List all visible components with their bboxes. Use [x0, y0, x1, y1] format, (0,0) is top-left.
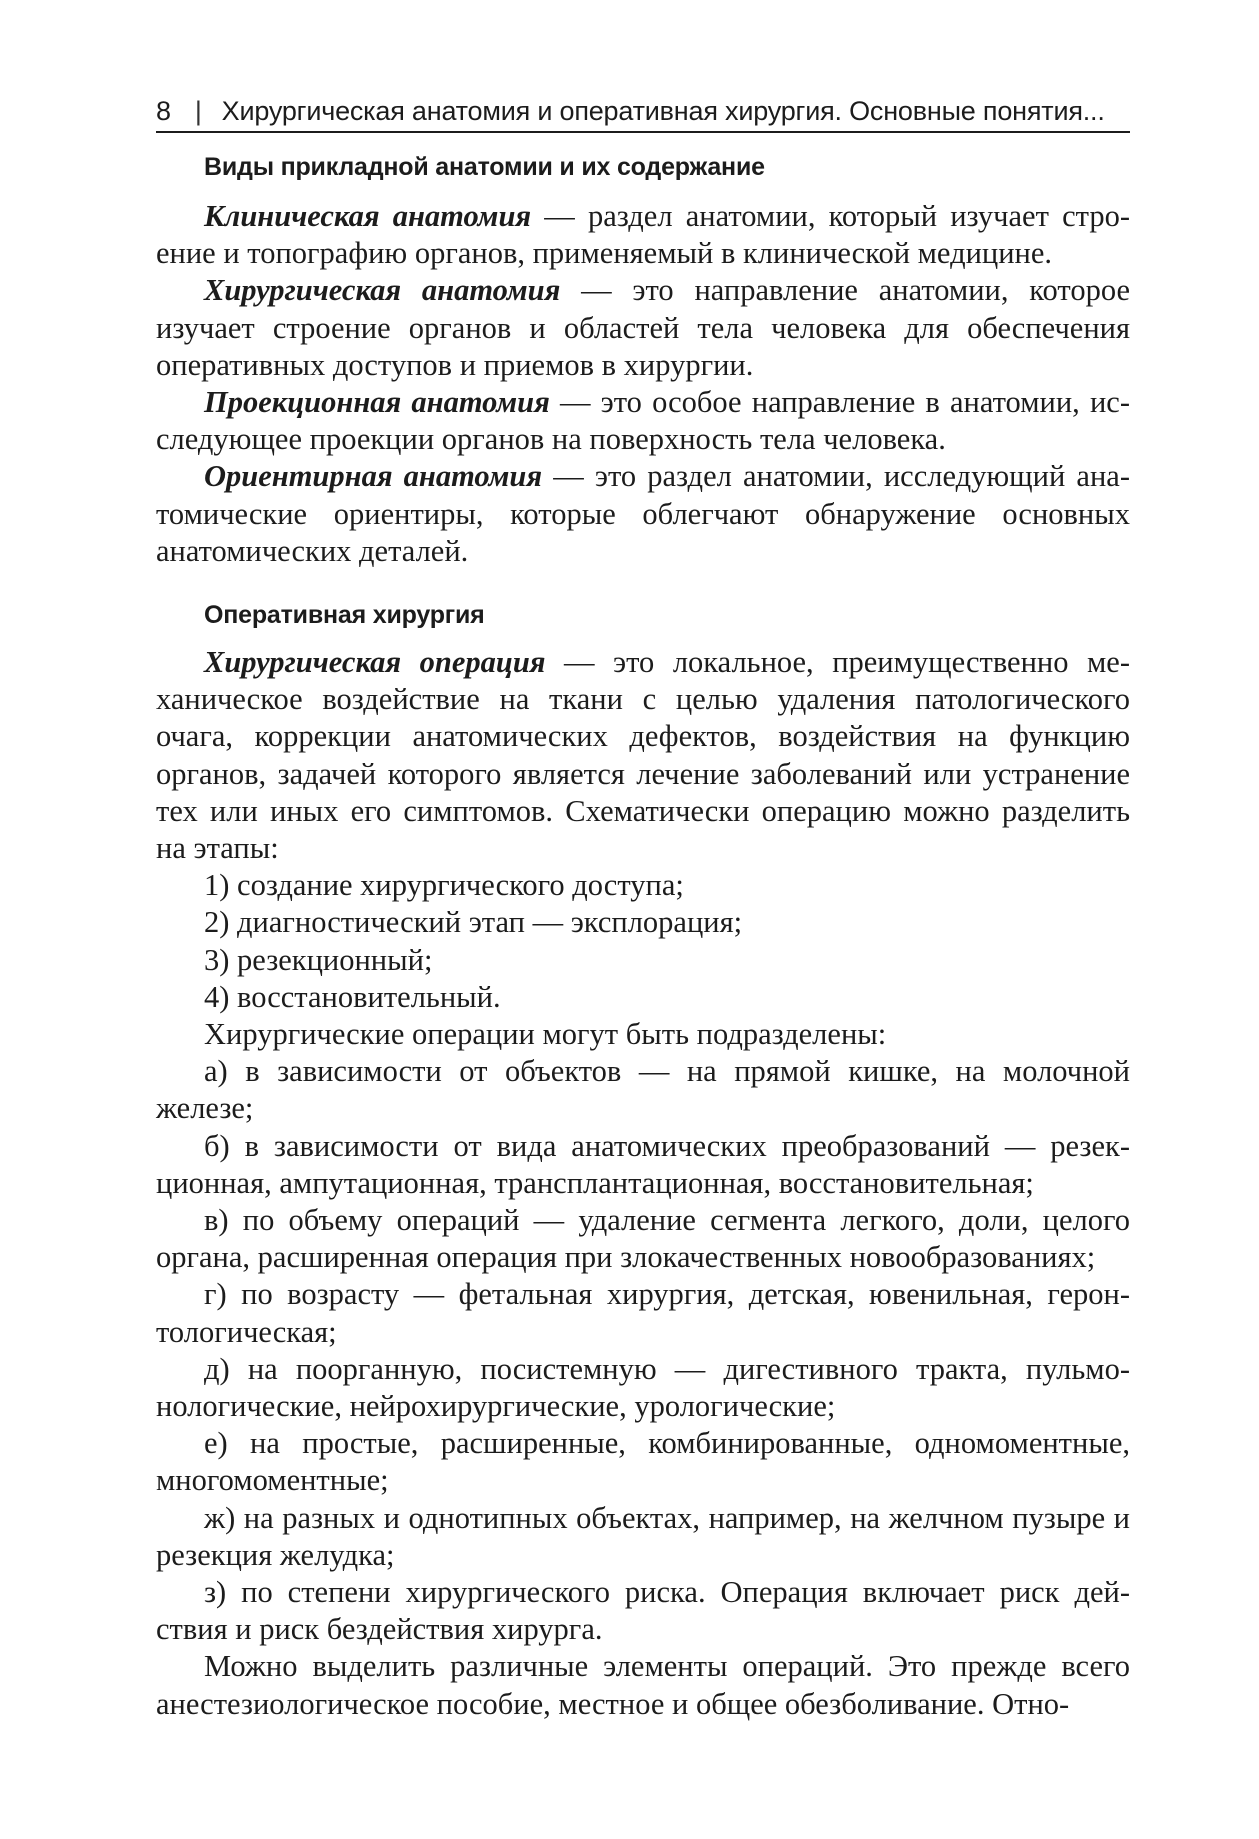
- classification-item: г) по возрасту — фетальная хирургия, детская, ювенильная, геронтологическая;: [156, 1277, 1130, 1349]
- definition-term: Ориентирная анатомия: [204, 459, 543, 494]
- header-separator: |: [194, 96, 202, 126]
- definition-paragraph: [156, 198, 1130, 272]
- running-title: Хирургическая анатомия и оперативная хирургия. Основные понятия...: [221, 96, 1105, 126]
- definition-term: Хирургическая анатомия: [204, 273, 561, 308]
- classification-item: з) по степени хирургического риска. Операция включает риск действия и риск бездействия хирурга.: [156, 1575, 1130, 1647]
- definition-text: — это локальное, преимущественно механическое воздействие на ткани с целью удаления патологического очага, коррекции анатомических дефектов, воздействия на функцию органов, задачей которого является лечение заболеваний или устранение тех или иных его симптомов. Схематически операцию можно разделить на этапы:: [156, 645, 1130, 866]
- stage-item: 2) диагностический этап — эксплорация;: [204, 905, 743, 940]
- classification-item: б) в зависимости от вида анатомических преобразований — резекционная, ампутационная, трансплантационная, восстановительная;: [156, 1128, 1130, 1200]
- header-rule: [156, 131, 1130, 133]
- section-applied-anatomy-body: [156, 198, 1130, 570]
- classification-item: д) на поорганную, посистемную — дигестивного тракта, пульмонологические, нейрохирургические, урологические;: [156, 1351, 1130, 1424]
- stage-item: 1) создание хирургического доступа;: [204, 868, 684, 903]
- classification-item: е) на простые, расширенные, комбинированные, одномоментные, многомоментные;: [156, 1426, 1130, 1498]
- stage-item: 4) восстановительный.: [204, 979, 501, 1014]
- page-number: 8: [156, 96, 171, 126]
- classification-item: ж) на разных и однотипных объектах, например, на желчном пузыре и резекция желудка;: [156, 1500, 1130, 1572]
- running-header: [156, 92, 1130, 130]
- section-operative-surgery-body: [156, 644, 1130, 1723]
- definition-paragraph: [156, 458, 1130, 570]
- definition-term: Хирургическая операция: [204, 645, 546, 679]
- definition-paragraph: [156, 384, 1130, 458]
- definition-paragraph: [156, 272, 1130, 384]
- definition-text: — это раздел анатомии, исследующий анатомические ориентиры, которые облегчают обнаружение основных анатомических деталей.: [156, 459, 1131, 568]
- classification-item: в) по объему операций — удаление сегмента легкого, доли, целого органа, расширенная операция при злокачественных новообразованиях;: [156, 1203, 1130, 1275]
- definition-term: Клиническая анатомия: [204, 199, 532, 233]
- definition-text: — это особое направление в анатомии, исследующее проекции органов на поверхность тела человека.: [156, 385, 1130, 457]
- section-heading-applied-anatomy: Виды прикладной анатомии и их содержание: [204, 153, 765, 181]
- section-heading-operative-surgery: Оперативная хирургия: [204, 601, 485, 629]
- stage-item: 3) резекционный;: [204, 942, 433, 977]
- intro-paragraph: [156, 644, 1130, 867]
- classification-item: а) в зависимости от объектов — на прямой кишке, на молочной железе;: [156, 1054, 1130, 1126]
- definition-text: — раздел анатомии, который изучает строение и топографию органов, применяемый в клинической медицине.: [156, 199, 1130, 271]
- closing-paragraph: Можно выделить различные элементы операций. Это прежде всего анестезиологическое пособие, местное и общее обезболивание. Отно-: [156, 1649, 1130, 1721]
- definition-term: Проекционная анатомия: [204, 385, 550, 420]
- definition-text: — это направление анатомии, которое изучает строение органов и областей тела человека для обеспечения оперативных доступов и приемов в хирургии.: [156, 273, 1130, 382]
- classification-intro: Хирургические операции могут быть подразделены:: [204, 1017, 887, 1052]
